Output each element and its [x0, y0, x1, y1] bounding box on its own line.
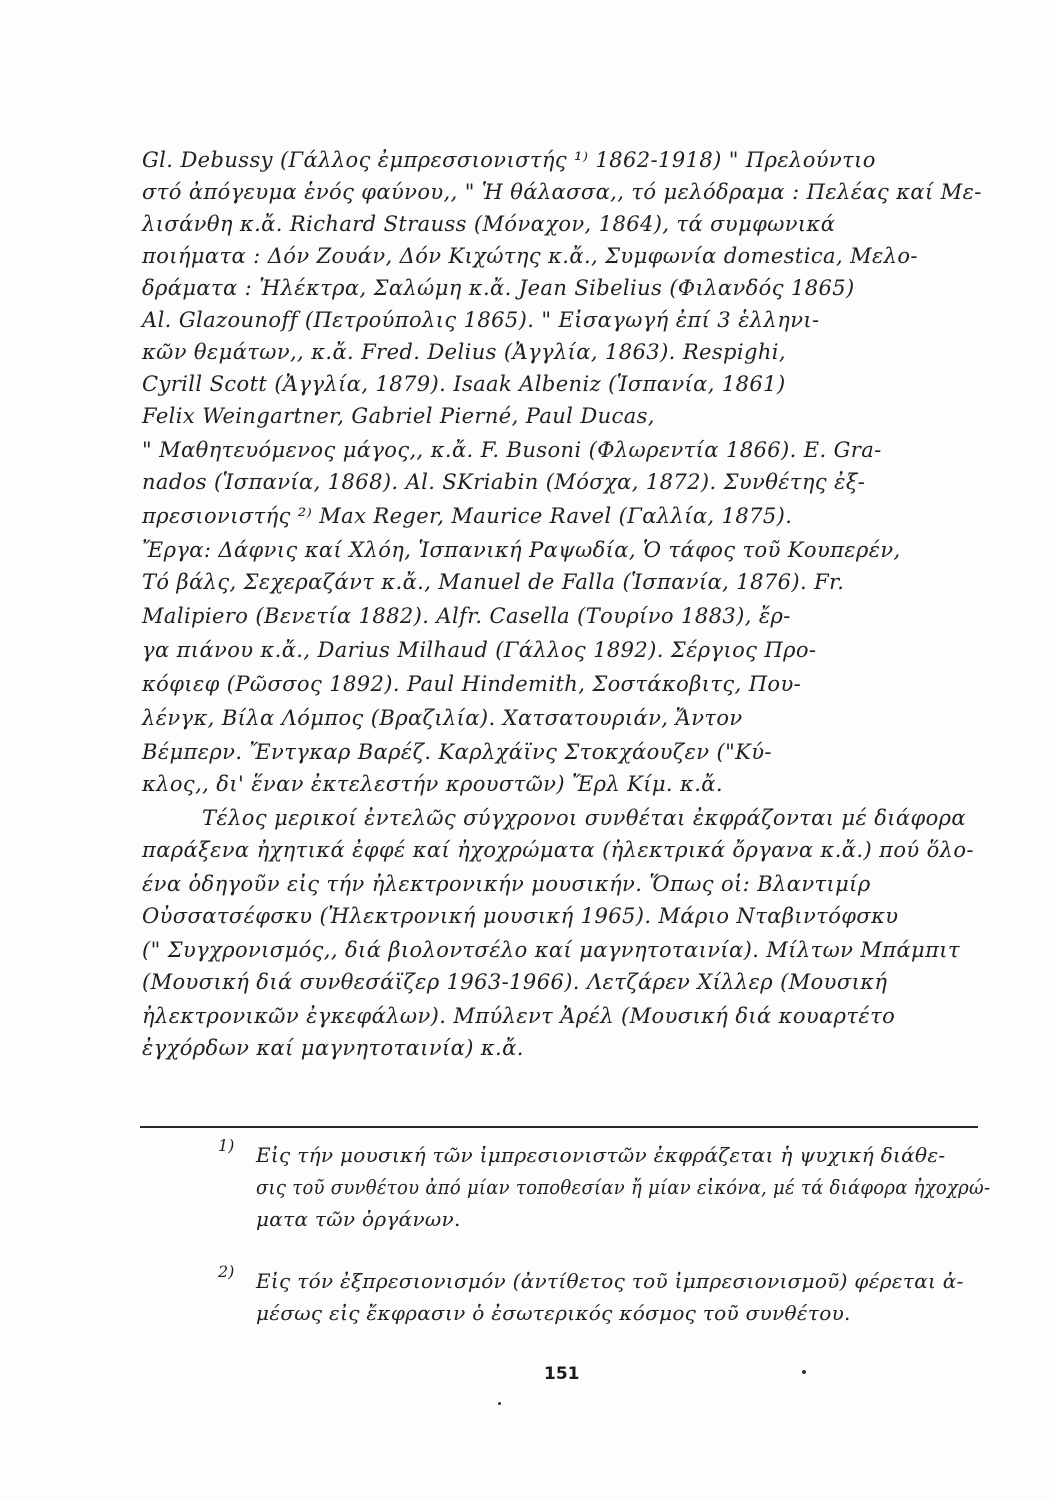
text-line: Gl. Debussy (Γάλλος ἐμπρεσσιονιστής ¹⁾ 1862-1918) " Πρελούντιο [142, 148, 876, 172]
footnote-line: σις τοῦ συνθέτου ἀπό μίαν τοποθεσίαν ἤ μίαν εἰκόνα, μέ τά διάφορα ἠχοχρώ- [256, 1175, 991, 1199]
text-line: κῶν θεμάτων,, κ.ἄ. Fred. Delius (Ἀγγλία, 1863). Respighi, [142, 340, 786, 364]
text-line: ποιήματα : Δόν Ζουάν, Δόν Κιχώτης κ.ἄ., Συμφωνία domestica, Μελο- [142, 244, 918, 268]
text-line: ἠλεκτρονικῶν ἐγκεφάλων). Μπύλεντ Ἀρέλ (Μουσική διά κουαρτέτο [142, 1004, 896, 1028]
text-line: λισάνθη κ.ἄ. Richard Strauss (Μόναχον, 1864), τά συμφωνικά [142, 212, 836, 236]
text-line: Al. Glazounoff (Πετρούπολις 1865). " Εἰσαγωγή ἐπί 3 ἑλληνι- [142, 308, 820, 332]
footnote-marker: 2) [218, 1262, 235, 1281]
text-line: Felix Weingartner, Gabriel Pierné, Paul Ducas, [142, 404, 655, 428]
text-line: γα πιάνου κ.ἄ., Darius Milhaud (Γάλλος 1892). Σέργιος Προ- [142, 638, 817, 662]
text-line: δράματα : Ἠλέκτρα, Σαλώμη κ.ἄ. Jean Sibelius (Φιλανδός 1865) [142, 276, 855, 300]
text-line: λένγκ, Βίλα Λόμπος (Βραζιλία). Χατσατουριάν, Ἄντον [142, 706, 743, 730]
text-line: Cyrill Scott (Ἀγγλία, 1879). Isaak Albeniz (Ἱσπανία, 1861) [142, 372, 786, 396]
scan-speck [802, 1370, 806, 1374]
text-line: στό ἀπόγευμα ἑνός φαύνου,, " Ἡ θάλασσα,, τό μελόδραμα : Πελέας καί Με- [142, 180, 982, 204]
footnote-separator [140, 1126, 978, 1128]
text-line: ἐγχόρδων καί μαγνητοταινία) κ.ἄ. [142, 1036, 524, 1060]
text-line: nados (Ἱσπανία, 1868). Al. SKriabin (Μόσχα, 1872). Συνθέτης ἐξ- [142, 470, 866, 494]
text-line: Ἔργα: Δάφνις καί Χλόη, Ἱσπανική Ραψωδία, Ὁ τάφος τοῦ Κουπερέν, [142, 538, 901, 562]
text-line: (Μουσική διά συνθεσάϊζερ 1963-1966). Λετζάρεν Χίλλερ (Μουσική [142, 970, 888, 994]
footnote-line: ματα τῶν ὀργάνων. [256, 1207, 461, 1231]
page-number: 151 [544, 1364, 580, 1384]
text-line: (" Συγχρονισμός,, διά βιολοντσέλο καί μαγνητοταινία). Μίλτων Μπάμπιτ [142, 938, 960, 962]
text-line: κλος,, δι' ἕναν ἐκτελεστήν κρουστῶν) Ἔρλ Κίμ. κ.ἄ. [142, 772, 723, 796]
text-line: " Μαθητευόμενος μάγος,, κ.ἄ. F. Busoni (Φλωρεντία 1866). E. Gra- [142, 438, 882, 462]
text-line: κόφιεφ (Ρῶσσος 1892). Paul Hindemith, Σοστάκοβιτς, Που- [142, 672, 802, 696]
text-line: παράξενα ἠχητικά ἐφφέ καί ἠχοχρώματα (ἠλεκτρικά ὄργανα κ.ἄ.) πού ὅλο- [142, 838, 974, 862]
text-line: ένα ὁδηγοῦν εἰς τήν ἠλεκτρονικήν μουσικήν. Ὅπως οἱ: Βλαντιμίρ [142, 872, 871, 896]
scan-speck [498, 1402, 501, 1405]
text-line: Malipiero (Βενετία 1882). Alfr. Casella (Τουρίνο 1883), ἔρ- [142, 604, 791, 628]
text-line: Βέμπερν. Ἔντγκαρ Βαρέζ. Καρλχάϊνς Στοκχάουζεν ("Κύ- [142, 740, 772, 764]
text-line: πρεσιονιστής ²⁾ Max Reger, Maurice Ravel (Γαλλία, 1875). [142, 504, 793, 528]
footnote-line: Εἰς τήν μουσική τῶν ἰμπρεσιονιστῶν ἐκφράζεται ἡ ψυχική διάθε- [256, 1143, 946, 1167]
text-line: Οὐσσατσέφσκυ (Ἠλεκτρονική μουσική 1965). Μάριο Νταβιντόφσκυ [142, 904, 899, 928]
text-line: Τό βάλς, Σεχεραζάντ κ.ἄ., Manuel de Falla (Ἱσπανία, 1876). Fr. [142, 570, 845, 594]
footnote-line: Εἰς τόν ἐξπρεσιονισμόν (ἀντίθετος τοῦ ἰμπρεσιονισμοῦ) φέρεται ἀ- [256, 1269, 964, 1293]
text-line: Τέλος μερικοί ἐντελῶς σύγχρονοι συνθέται ἐκφράζονται μέ διάφορα [202, 806, 966, 830]
footnote-line: μέσως εἰς ἔκφρασιν ὁ ἐσωτερικός κόσμος τοῦ συνθέτου. [256, 1301, 851, 1325]
footnote-marker: 1) [218, 1136, 235, 1155]
